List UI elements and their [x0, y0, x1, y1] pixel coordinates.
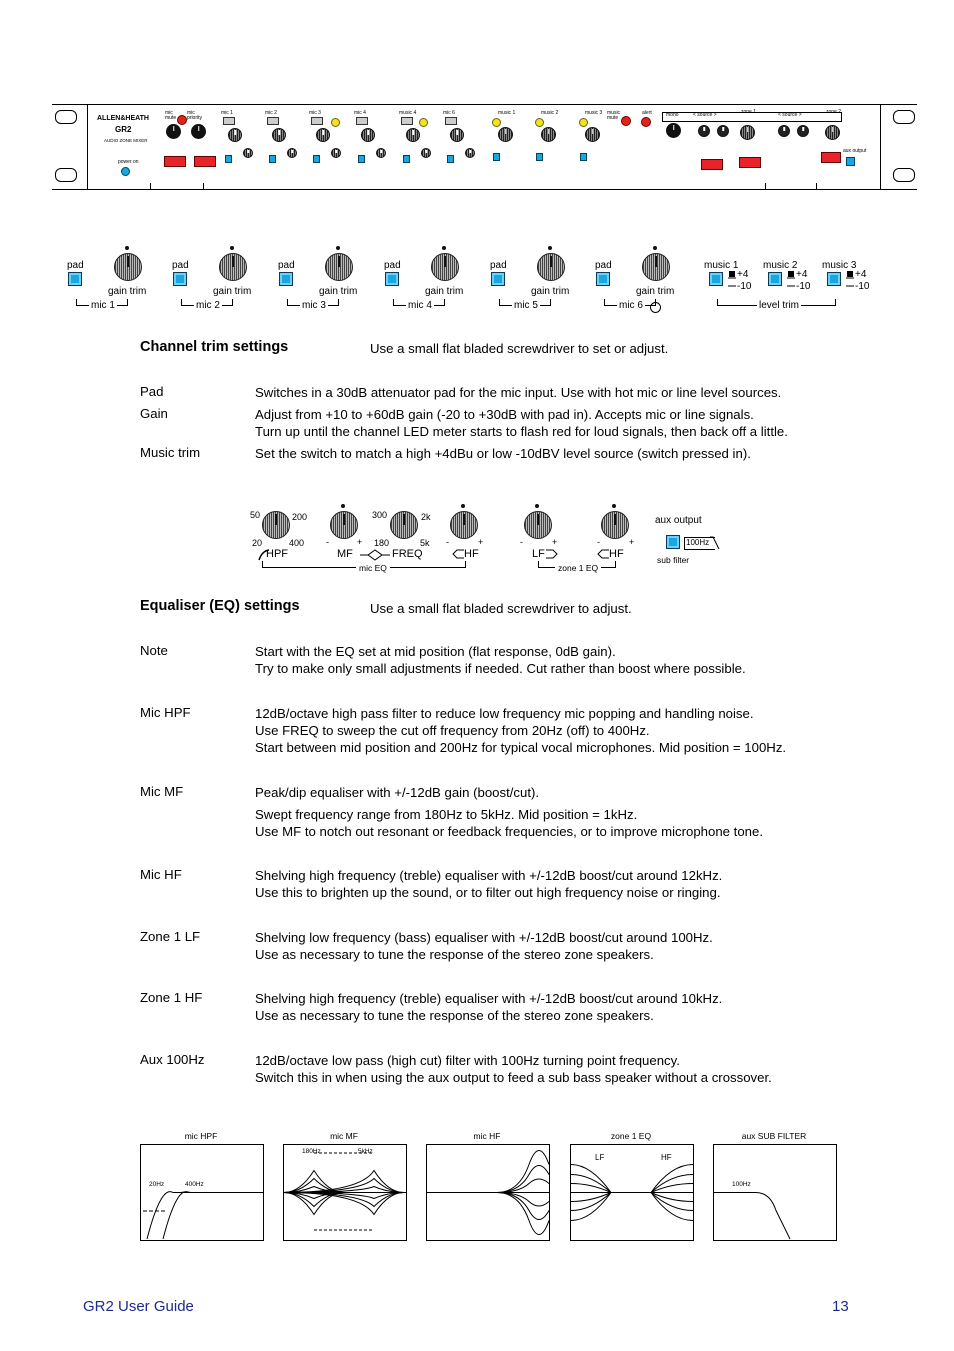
trim-knob-dot-3: [336, 246, 340, 250]
zone1-source-knob-b[interactable]: [717, 125, 729, 137]
zone2-source-knob-a[interactable]: [778, 125, 790, 137]
trim-knob-dot-2: [230, 246, 234, 250]
graph-4-label-2: HF: [661, 1153, 672, 1162]
rack-slot-bl: [55, 168, 77, 182]
freq-label: FREQ: [392, 548, 423, 560]
mic-strip-top-label-3: mic 3: [309, 110, 321, 116]
music-led-a-3: [579, 118, 588, 127]
eq-desc-2-line-3: Start between mid position and 200Hz for typical vocal microphones. Mid position = 100Hz.: [255, 740, 787, 755]
rack-slot-br: [893, 168, 915, 182]
mic-mute-label: mic mute: [165, 110, 177, 121]
graph-curves-4: [571, 1145, 693, 1240]
channel-trim-desc-1-line-1: Switches in a 30dB attenuator pad for the mic input. Use with hot mic or line level sources.: [255, 385, 782, 400]
freq-scale-tr: 2k: [421, 512, 431, 522]
channel-trim-desc-3-line-1: Set the switch to match a high +4dBu or low -10dBV level source (switch pressed in).: [255, 446, 751, 461]
trim-mic-label-1: mic 1: [91, 300, 115, 311]
music-trim-low-2: -10: [796, 281, 811, 292]
eq-desc-8: [255, 1052, 772, 1086]
eq-desc-7-line-1: Shelving high frequency (treble) equaliser with +/-12dB boost/cut around 10kHz.: [255, 991, 723, 1006]
panel-bracket-right: [765, 183, 817, 190]
trim-pad-button-5[interactable]: [491, 272, 505, 286]
aux-output-top-label: aux output: [843, 148, 867, 154]
music-switch-icon-2: [786, 270, 796, 292]
graph-2-label-1: 180Hz: [302, 1148, 321, 1155]
graph-title-4: zone 1 EQ: [610, 1131, 652, 1141]
mf-plus: +: [357, 537, 363, 547]
brand-label: ALLEN&HEATH: [97, 115, 149, 122]
music-trim-low-1: -10: [737, 281, 752, 292]
zone-lf-knob[interactable]: [524, 511, 552, 539]
trim-gain-label-1: gain trim: [108, 286, 147, 297]
channel-trim-desc-2-line-2: Turn up until the channel LED meter starts to flash red for loud signals, then back off a little.: [255, 424, 788, 439]
mic-strip-top-label-4: mic 4: [354, 110, 366, 116]
mf-peak-icon: [360, 549, 390, 561]
source-label-1: < source >: [693, 112, 717, 118]
eq-desc-2: [255, 705, 786, 756]
trim-knob-dot-6: [653, 246, 657, 250]
hpf-knob[interactable]: [262, 511, 290, 539]
mic-strip-led-4: [356, 117, 368, 125]
mic-strip-led-3: [311, 117, 323, 125]
music-trim-button-2[interactable]: [768, 272, 782, 286]
hpf-scale-bl: 20: [252, 538, 263, 548]
zone2-level-knob[interactable]: [825, 125, 840, 140]
mic-strip-gain-knob-2[interactable]: [272, 128, 286, 142]
freq-knob[interactable]: [390, 511, 418, 539]
channel-trim-desc-3: [255, 445, 751, 462]
mic-mute-knob[interactable]: [166, 124, 181, 139]
hpf-scale-tl: 50: [250, 510, 261, 520]
eq-desc-1-line-1: Start with the EQ set at mid position (flat response, 0dB gain).: [255, 644, 616, 659]
dip-switch-1[interactable]: [164, 156, 186, 167]
trim-knob-dot-4: [442, 246, 446, 250]
zone-lf-shelf-icon: [546, 548, 562, 560]
power-led: [121, 167, 130, 176]
zone-hf-shelf-icon: [595, 548, 609, 560]
mic-strip-top-label-6: mic 6: [443, 110, 455, 116]
zone1-level-knob[interactable]: [740, 125, 755, 140]
hpf-scale-br: 400: [289, 538, 305, 548]
mic-strip-gain-knob-3[interactable]: [316, 128, 330, 142]
mic-strip-eq-knob-3[interactable]: [331, 148, 341, 158]
mic-strip-pad-4[interactable]: [358, 155, 365, 163]
mic-strip-pad-5[interactable]: [403, 155, 410, 163]
mono-label: mono: [666, 112, 679, 118]
trim-pad-label-3: pad: [278, 260, 295, 271]
trim-pad-button-4[interactable]: [385, 272, 399, 286]
mf-gain-knob[interactable]: [330, 511, 358, 539]
music-strip-switch-2[interactable]: [536, 153, 543, 161]
music2-top-label: music 2: [541, 110, 559, 116]
mic-strip-led-6: [445, 117, 457, 125]
aux-freq-label: 100Hz: [686, 538, 710, 547]
music-mute-led: [621, 116, 631, 126]
zone-hf-knob[interactable]: [601, 511, 629, 539]
channel-trim-desc-1: [255, 384, 781, 401]
trim-gain-knob-4[interactable]: [431, 253, 459, 281]
eq-desc-1-line-2: Try to make only small adjustments if needed. Cut rather than boost where possible.: [255, 661, 746, 676]
mic-strip-pad-2[interactable]: [269, 155, 276, 163]
hf-gain-knob[interactable]: [450, 511, 478, 539]
music-trim-high-1: +4: [737, 269, 749, 280]
aux-output-label: aux output: [655, 515, 702, 526]
mic-strip-gain-knob-1[interactable]: [228, 128, 242, 142]
mic-strip-eq-knob-4[interactable]: [376, 148, 386, 158]
eq-desc-8-line-1: 12dB/octave low pass (high cut) filter with 100Hz turning point frequency.: [255, 1053, 680, 1068]
alert-led: [641, 117, 651, 127]
dip-switch-3[interactable]: [701, 159, 723, 170]
trim-gain-label-2: gain trim: [213, 286, 252, 297]
mic-strip-led-5: [401, 117, 413, 125]
mf-minus: -: [326, 537, 329, 547]
mic-strip-top-label-2: mic 2: [265, 110, 277, 116]
panel-top-line: [52, 104, 917, 105]
trim-gain-label-6: gain trim: [636, 286, 675, 297]
rack-divider-right: [880, 104, 881, 190]
channel-trim-desc-2-line-1: Adjust from +10 to +60dB gain (-20 to +30dB with pad in). Accepts mic or line signals.: [255, 407, 754, 422]
hpf-scale-tr: 200: [292, 512, 308, 522]
trim-gain-knob-2[interactable]: [219, 253, 247, 281]
zone-lf-center-dot: [535, 504, 539, 508]
music-trim-low-3: -10: [855, 281, 870, 292]
mic-eq-label: mic EQ: [356, 563, 390, 573]
trim-gain-label-5: gain trim: [531, 286, 570, 297]
mic-strip-led-2: [267, 117, 279, 125]
dip-switch-4[interactable]: [739, 157, 761, 168]
eq-term-8: Aux 100Hz: [140, 1052, 205, 1067]
mic-strip-pad-6[interactable]: [447, 155, 454, 163]
trim-mic-label-3: mic 3: [302, 300, 326, 311]
mic-strip-gain-knob-5[interactable]: [406, 128, 420, 142]
rack-slot-tr: [893, 110, 915, 124]
eq-heading: Equaliser (EQ) settings: [140, 598, 300, 614]
graph-title-2: mic MF: [330, 1131, 358, 1141]
music-trim-button-1[interactable]: [709, 272, 723, 286]
eq-desc-6-line-1: Shelving low frequency (bass) equaliser with +/-12dB boost/cut around 100Hz.: [255, 930, 713, 945]
power-label: power on: [118, 159, 139, 165]
mic-strip-pad-3[interactable]: [313, 155, 320, 163]
aux-sub-filter-switch[interactable]: [846, 157, 855, 166]
music-trim-high-3: +4: [855, 269, 867, 280]
channel-trim-term-3: Music trim: [140, 445, 201, 460]
graph-4-label-1: LF: [595, 1153, 605, 1162]
yellow-led-1: [331, 118, 340, 127]
trim-gain-knob-1[interactable]: [114, 253, 142, 281]
mic-priority-label: mic priority: [187, 110, 203, 121]
eq-desc-5: [255, 867, 722, 901]
eq-desc-8-line-2: Switch this in when using the aux output to feed a sub bass speaker without a crossover.: [255, 1070, 772, 1085]
music-strip-knob-2[interactable]: [541, 127, 556, 142]
eq-desc-5-line-2: Use this to brighten up the sound, or to filter out high frequency noise or ringing.: [255, 885, 721, 900]
eq-term-7: Zone 1 HF: [140, 990, 203, 1005]
trim-mic-label-5: mic 5: [514, 300, 538, 311]
trim-pad-label-2: pad: [172, 260, 189, 271]
aux-sub-filter-button[interactable]: [666, 535, 680, 549]
rack-slot-tl: [55, 110, 77, 124]
mic-strip-gain-knob-6[interactable]: [450, 128, 464, 142]
mic-strip-pad-1[interactable]: [225, 155, 232, 163]
graph-curves-1: [141, 1145, 263, 1240]
eq-desc-6-line-2: Use as necessary to tune the response of the stereo zone speakers.: [255, 947, 654, 962]
source-label-2: < source >: [778, 112, 802, 118]
hf-shelf-icon: [450, 548, 464, 560]
music-switch-icon-3: [845, 270, 855, 292]
mic-priority-knob[interactable]: [191, 124, 206, 139]
music-trim-label-3: music 3: [822, 260, 857, 271]
dip-switch-5[interactable]: [821, 152, 841, 163]
footer-page-number: 13: [832, 1298, 849, 1315]
mic-strip-eq-knob-5[interactable]: [421, 148, 431, 158]
mic-strip-eq-knob-2[interactable]: [287, 148, 297, 158]
channel-trim-desc-2: [255, 406, 788, 440]
mic-strip-top-label-5: music 4: [399, 110, 417, 116]
subtitle-label: AUDIO ZONE MIXER: [104, 138, 148, 143]
eq-desc-3-line-1: Peak/dip equaliser with +/-12dB gain (boost/cut).: [255, 785, 540, 800]
mic-strip-eq-knob-1[interactable]: [243, 148, 253, 158]
freq-scale-tl: 300: [372, 510, 388, 520]
music1-top-label: music 1: [498, 110, 516, 116]
music-strip-switch-3[interactable]: [580, 153, 587, 161]
zone-eq-label: zone 1 EQ: [555, 563, 601, 573]
zone1-source-knob-a[interactable]: [698, 125, 710, 137]
channel-trim-heading: Channel trim settings: [140, 339, 289, 355]
music-strip-switch-1[interactable]: [493, 153, 500, 161]
zone2-source-knob-b[interactable]: [797, 125, 809, 137]
graph-4: [570, 1144, 694, 1241]
graph-title-1: mic HPF: [184, 1131, 218, 1141]
trim-pad-button-1[interactable]: [68, 272, 82, 286]
trim-knob-dot-5: [548, 246, 552, 250]
eq-term-5: Mic HF: [140, 867, 182, 882]
eq-term-6: Zone 1 LF: [140, 929, 201, 944]
trim-pad-button-3[interactable]: [279, 272, 293, 286]
eq-desc-2-line-2: Use FREQ to sweep the cut off frequency from 20Hz (off) to 400Hz.: [255, 723, 650, 738]
graph-5: [713, 1144, 837, 1241]
trim-mic-label-2: mic 2: [196, 300, 220, 311]
trim-gain-label-4: gain trim: [425, 286, 464, 297]
rack-divider-left: [87, 104, 88, 190]
eq-desc-7: [255, 990, 722, 1024]
trim-pad-label-5: pad: [490, 260, 507, 271]
yellow-led-2: [419, 118, 428, 127]
trim-gain-knob-5[interactable]: [537, 253, 565, 281]
zone-hf-center-dot: [612, 504, 616, 508]
channel-trim-intro: Use a small flat bladed screwdriver to set or adjust.: [370, 341, 669, 356]
music-strip-knob-1[interactable]: [498, 127, 513, 142]
hf-minus: -: [446, 537, 449, 547]
zone-lf-label: LF: [532, 548, 545, 560]
trim-pad-button-2[interactable]: [173, 272, 187, 286]
music-trim-label-2: music 2: [763, 260, 798, 271]
music3-top-label: music 3: [585, 110, 603, 116]
graph-5-label-1: 100Hz: [732, 1181, 751, 1188]
hf-label: HF: [464, 548, 479, 560]
mono-knob[interactable]: [666, 123, 681, 138]
zone-lf-minus: -: [520, 537, 523, 547]
trim-pad-button-6[interactable]: [596, 272, 610, 286]
zone1-label: zone 1: [741, 109, 757, 115]
eq-desc-4-line-1: Swept frequency range from 180Hz to 5kHz. Mid position = 1kHz.: [255, 807, 638, 822]
graph-2-label-2: 5kHz: [358, 1148, 373, 1155]
music-strip-knob-3[interactable]: [585, 127, 600, 142]
hpf-label: HPF: [266, 548, 288, 560]
graph-title-3: mic HF: [473, 1131, 501, 1141]
trim-mic-label-4: mic 4: [408, 300, 432, 311]
music-switch-icon-1: [727, 270, 737, 292]
eq-desc-4: [255, 806, 763, 840]
aux-lowpass-icon: [710, 536, 720, 550]
trim-pad-label-6: pad: [595, 260, 612, 271]
mic-strip-eq-knob-6[interactable]: [465, 148, 475, 158]
hf-center-dot: [461, 504, 465, 508]
eq-desc-4-line-2: Use MF to notch out resonant or feedback frequencies, or to improve microphone tone.: [255, 824, 763, 839]
eq-desc-1: [255, 643, 746, 677]
mic6-led-icon: [650, 302, 661, 313]
graph-1-label-2: 400Hz: [185, 1181, 204, 1188]
mf-center-dot: [341, 504, 345, 508]
graph-curves-3: [427, 1145, 549, 1240]
graph-title-5: aux SUB FILTER: [741, 1131, 807, 1141]
graph-3: [426, 1144, 550, 1241]
freq-scale-br: 5k: [420, 538, 430, 548]
trim-gain-knob-3[interactable]: [325, 253, 353, 281]
eq-desc-6: [255, 929, 713, 963]
graph-1: [140, 1144, 264, 1241]
music-trim-high-2: +4: [796, 269, 808, 280]
trim-gain-label-3: gain trim: [319, 286, 358, 297]
channel-trim-term-2: Gain: [140, 406, 168, 421]
graph-1-label-1: 20Hz: [149, 1181, 165, 1188]
zone2-label: zone 2: [826, 109, 842, 115]
zone-lf-plus: +: [552, 537, 558, 547]
graph-2: [283, 1144, 407, 1241]
trim-gain-knob-6[interactable]: [642, 253, 670, 281]
eq-desc-5-line-1: Shelving high frequency (treble) equaliser with +/-12dB boost/cut around 12kHz.: [255, 868, 723, 883]
sub-filter-label: sub filter: [657, 555, 690, 565]
zone-hf-minus: -: [597, 537, 600, 547]
alert-label: alert: [642, 110, 652, 116]
mic-strip-gain-knob-4[interactable]: [361, 128, 375, 142]
trim-knob-dot-1: [125, 246, 129, 250]
eq-desc-3: [255, 784, 539, 801]
music-led-a-2: [535, 118, 544, 127]
mic-mute-led: [177, 115, 187, 125]
music-mute-label: music mute: [607, 110, 621, 121]
eq-intro: Use a small flat bladed screwdriver to adjust.: [370, 601, 632, 616]
graph-curves-2: [284, 1145, 406, 1240]
trim-mic-label-6: mic 6: [619, 300, 643, 311]
mic-strip-led-1: [223, 117, 235, 125]
music-led-a-1: [492, 118, 501, 127]
eq-desc-7-line-2: Use as necessary to tune the response of the stereo zone speakers.: [255, 1008, 654, 1023]
zone-hf-label: HF: [609, 548, 624, 560]
graph-curves-5: [714, 1145, 836, 1240]
freq-scale-bl: 180: [374, 538, 390, 548]
channel-trim-term-1: Pad: [140, 384, 164, 399]
eq-term-3: Mic MF: [140, 784, 184, 799]
music-trim-label-1: music 1: [704, 260, 739, 271]
trim-pad-label-1: pad: [67, 260, 84, 271]
dip-switch-2[interactable]: [194, 156, 216, 167]
zone-hf-plus: +: [629, 537, 635, 547]
footer-title: GR2 User Guide: [83, 1298, 194, 1315]
level-trim-label: level trim: [759, 300, 800, 311]
eq-term-1: Note: [140, 643, 168, 658]
mf-label: MF: [337, 548, 353, 560]
eq-term-2: Mic HPF: [140, 705, 191, 720]
model-label: GR2: [115, 125, 132, 134]
eq-desc-2-line-1: 12dB/octave high pass filter to reduce low frequency mic popping and handling noise.: [255, 706, 754, 721]
music-trim-button-3[interactable]: [827, 272, 841, 286]
mic-strip-top-label-1: mic 1: [221, 110, 233, 116]
trim-pad-label-4: pad: [384, 260, 401, 271]
panel-bracket-left: [150, 183, 204, 190]
hf-plus: +: [478, 537, 484, 547]
